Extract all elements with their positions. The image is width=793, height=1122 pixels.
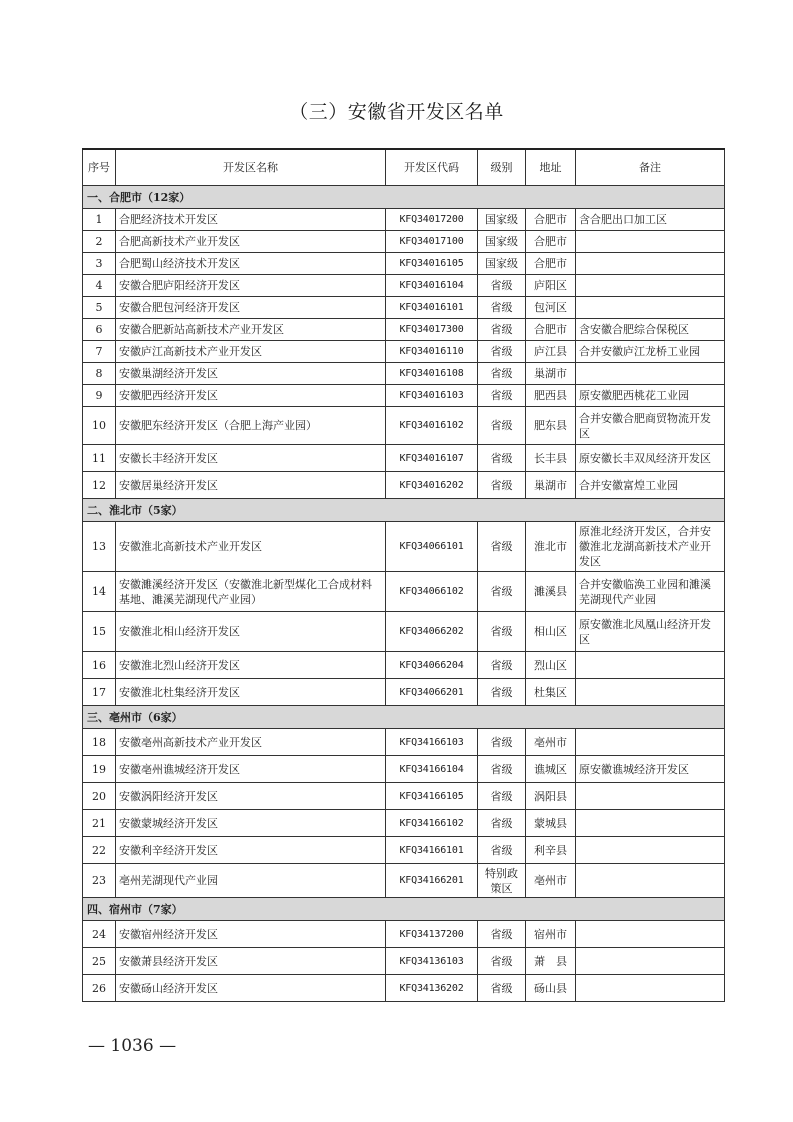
- row-number: 4: [83, 275, 116, 297]
- table-row: [83, 756, 725, 783]
- zone-level: 省级: [478, 783, 526, 810]
- zone-code: KFQ34066102: [386, 572, 478, 612]
- zone-address: 砀山县: [526, 975, 576, 1002]
- table-row: [83, 783, 725, 810]
- zone-address: 烈山区: [526, 652, 576, 679]
- row-number: 15: [83, 612, 116, 652]
- zone-level: 省级: [478, 363, 526, 385]
- row-number: 24: [83, 921, 116, 948]
- row-number: 11: [83, 445, 116, 472]
- table-row: [83, 921, 725, 948]
- row-number: 16: [83, 652, 116, 679]
- table-row: [83, 810, 725, 837]
- zone-level: 省级: [478, 407, 526, 445]
- row-number: 9: [83, 385, 116, 407]
- zone-name: 安徽利辛经济开发区: [116, 837, 386, 864]
- table-row: [83, 407, 725, 445]
- section-header-row: [83, 186, 725, 209]
- zone-name: 安徽亳州高新技术产业开发区: [116, 729, 386, 756]
- zone-address: 肥东县: [526, 407, 576, 445]
- zone-level: 省级: [478, 522, 526, 572]
- table-row: [83, 837, 725, 864]
- zone-code: KFQ34136202: [386, 975, 478, 1002]
- zone-name: 安徽宿州经济开发区: [116, 921, 386, 948]
- zone-note: [576, 652, 725, 679]
- zone-level: 国家级: [478, 209, 526, 231]
- row-number: 13: [83, 522, 116, 572]
- zone-address: 淮北市: [526, 522, 576, 572]
- table-body: [83, 186, 725, 1002]
- section-label: 三、亳州市（6家）: [83, 706, 725, 729]
- zone-code: KFQ34066101: [386, 522, 478, 572]
- zone-note: [576, 864, 725, 898]
- zone-note: [576, 231, 725, 253]
- zone-level: 省级: [478, 837, 526, 864]
- zone-level: 省级: [478, 572, 526, 612]
- zone-note: [576, 810, 725, 837]
- table-row: [83, 297, 725, 319]
- zone-level: 省级: [478, 275, 526, 297]
- zone-note: [576, 275, 725, 297]
- zone-address: 庐江县: [526, 341, 576, 363]
- row-number: 6: [83, 319, 116, 341]
- zone-code: KFQ34016108: [386, 363, 478, 385]
- table-row: [83, 209, 725, 231]
- zone-note: [576, 297, 725, 319]
- zone-name: 安徽萧县经济开发区: [116, 948, 386, 975]
- table-row: [83, 341, 725, 363]
- zone-name: 安徽居巢经济开发区: [116, 472, 386, 499]
- zone-name: 安徽长丰经济开发区: [116, 445, 386, 472]
- zone-code: KFQ34016103: [386, 385, 478, 407]
- zone-level: 省级: [478, 472, 526, 499]
- table-row: [83, 572, 725, 612]
- section-label: 四、宿州市（7家）: [83, 898, 725, 921]
- zone-level: 省级: [478, 385, 526, 407]
- zone-note: [576, 837, 725, 864]
- zone-name: 安徽合肥庐阳经济开发区: [116, 275, 386, 297]
- zone-address: 萧 县: [526, 948, 576, 975]
- table-row: [83, 729, 725, 756]
- row-number: 17: [83, 679, 116, 706]
- header-code: 开发区代码: [386, 149, 478, 186]
- zone-name: 安徽庐江高新技术产业开发区: [116, 341, 386, 363]
- zone-code: KFQ34166101: [386, 837, 478, 864]
- zone-code: KFQ34016110: [386, 341, 478, 363]
- zone-name: 安徽合肥新站高新技术产业开发区: [116, 319, 386, 341]
- zone-code: KFQ34016101: [386, 297, 478, 319]
- zone-code: KFQ34016105: [386, 253, 478, 275]
- table-row: [83, 319, 725, 341]
- zone-note: 合并安徽临涣工业园和濉溪芜湖现代产业园: [576, 572, 725, 612]
- zone-level: 国家级: [478, 231, 526, 253]
- zone-note: [576, 921, 725, 948]
- table-row: [83, 253, 725, 275]
- zone-note: [576, 975, 725, 1002]
- zone-name: 安徽合肥包河经济开发区: [116, 297, 386, 319]
- row-number: 23: [83, 864, 116, 898]
- zone-note: 合并安徽富煌工业园: [576, 472, 725, 499]
- table-row: [83, 445, 725, 472]
- zone-address: 肥西县: [526, 385, 576, 407]
- zone-address: 巢湖市: [526, 472, 576, 499]
- row-number: 2: [83, 231, 116, 253]
- header-note: 备注: [576, 149, 725, 186]
- table-row: [83, 231, 725, 253]
- zone-name: 合肥高新技术产业开发区: [116, 231, 386, 253]
- zone-address: 合肥市: [526, 231, 576, 253]
- zone-level: 省级: [478, 341, 526, 363]
- header-address: 地址: [526, 149, 576, 186]
- row-number: 10: [83, 407, 116, 445]
- page-number: — 1036 —: [88, 1036, 177, 1056]
- section-header-row: [83, 499, 725, 522]
- zone-code: KFQ34166201: [386, 864, 478, 898]
- zone-code: KFQ34016107: [386, 445, 478, 472]
- zone-level: 特别政策区: [478, 864, 526, 898]
- zone-name: 安徽巢湖经济开发区: [116, 363, 386, 385]
- zone-level: 国家级: [478, 253, 526, 275]
- zone-level: 省级: [478, 756, 526, 783]
- zone-code: KFQ34166105: [386, 783, 478, 810]
- zone-level: 省级: [478, 612, 526, 652]
- zone-note: [576, 679, 725, 706]
- zone-name: 安徽肥东经济开发区（合肥上海产业园）: [116, 407, 386, 445]
- zone-address: 濉溪县: [526, 572, 576, 612]
- row-number: 19: [83, 756, 116, 783]
- section-header-row: [83, 898, 725, 921]
- zone-level: 省级: [478, 729, 526, 756]
- row-number: 26: [83, 975, 116, 1002]
- zone-name: 安徽砀山经济开发区: [116, 975, 386, 1002]
- zone-name: 安徽亳州谯城经济开发区: [116, 756, 386, 783]
- zone-code: KFQ34066204: [386, 652, 478, 679]
- page-title: （三）安徽省开发区名单: [289, 101, 504, 123]
- zone-level: 省级: [478, 810, 526, 837]
- zone-code: KFQ34017300: [386, 319, 478, 341]
- table-row: [83, 975, 725, 1002]
- zone-code: KFQ34016202: [386, 472, 478, 499]
- zone-code: KFQ34016104: [386, 275, 478, 297]
- section-label: 一、合肥市（12家）: [83, 186, 725, 209]
- zone-code: KFQ34166104: [386, 756, 478, 783]
- zone-address: 包河区: [526, 297, 576, 319]
- zone-name: 合肥蜀山经济技术开发区: [116, 253, 386, 275]
- zone-note: [576, 729, 725, 756]
- zone-address: 长丰县: [526, 445, 576, 472]
- table-row: [83, 363, 725, 385]
- zone-address: 蒙城县: [526, 810, 576, 837]
- zone-note: 合并安徽合肥商贸物流开发区: [576, 407, 725, 445]
- row-number: 21: [83, 810, 116, 837]
- zone-name: 亳州芜湖现代产业园: [116, 864, 386, 898]
- zone-address: 相山区: [526, 612, 576, 652]
- zone-address: 合肥市: [526, 253, 576, 275]
- header-no: 序号: [83, 149, 116, 186]
- zone-note: 含安徽合肥综合保税区: [576, 319, 725, 341]
- zone-name: 安徽淮北烈山经济开发区: [116, 652, 386, 679]
- zone-level: 省级: [478, 319, 526, 341]
- zone-note: 原淮北经济开发区，合并安徽淮北龙湖高新技术产业开发区: [576, 522, 725, 572]
- table-row: [83, 612, 725, 652]
- table-row: [83, 864, 725, 898]
- zone-note: [576, 253, 725, 275]
- zone-name: 安徽肥西经济开发区: [116, 385, 386, 407]
- zone-address: 宿州市: [526, 921, 576, 948]
- zone-level: 省级: [478, 948, 526, 975]
- table-row: [83, 652, 725, 679]
- header-level: 级别: [478, 149, 526, 186]
- zone-code: KFQ34017200: [386, 209, 478, 231]
- row-number: 25: [83, 948, 116, 975]
- zone-address: 合肥市: [526, 209, 576, 231]
- zone-address: 庐阳区: [526, 275, 576, 297]
- table-header-row: [83, 149, 725, 186]
- row-number: 12: [83, 472, 116, 499]
- row-number: 14: [83, 572, 116, 612]
- zone-address: 合肥市: [526, 319, 576, 341]
- zone-code: KFQ34166103: [386, 729, 478, 756]
- row-number: 1: [83, 209, 116, 231]
- zone-note: 含合肥出口加工区: [576, 209, 725, 231]
- zone-code: KFQ34166102: [386, 810, 478, 837]
- row-number: 3: [83, 253, 116, 275]
- zone-address: 利辛县: [526, 837, 576, 864]
- zone-address: 杜集区: [526, 679, 576, 706]
- zone-note: 合并安徽庐江龙桥工业园: [576, 341, 725, 363]
- zone-name: 安徽淮北相山经济开发区: [116, 612, 386, 652]
- zone-name: 安徽濉溪经济开发区（安徽淮北新型煤化工合成材料基地、濉溪芜湖现代产业园）: [116, 572, 386, 612]
- zone-address: 亳州市: [526, 864, 576, 898]
- zone-name: 安徽淮北高新技术产业开发区: [116, 522, 386, 572]
- row-number: 8: [83, 363, 116, 385]
- zone-code: KFQ34017100: [386, 231, 478, 253]
- row-number: 18: [83, 729, 116, 756]
- zone-note: 原安徽淮北凤凰山经济开发区: [576, 612, 725, 652]
- zone-code: KFQ34016102: [386, 407, 478, 445]
- zone-address: 涡阳县: [526, 783, 576, 810]
- row-number: 7: [83, 341, 116, 363]
- zone-name: 安徽淮北杜集经济开发区: [116, 679, 386, 706]
- zone-name: 合肥经济技术开发区: [116, 209, 386, 231]
- zone-code: KFQ34136103: [386, 948, 478, 975]
- zone-level: 省级: [478, 679, 526, 706]
- zone-code: KFQ34137200: [386, 921, 478, 948]
- row-number: 20: [83, 783, 116, 810]
- zone-address: 谯城区: [526, 756, 576, 783]
- table-row: [83, 679, 725, 706]
- zone-level: 省级: [478, 921, 526, 948]
- zone-name: 安徽涡阳经济开发区: [116, 783, 386, 810]
- table-row: [83, 385, 725, 407]
- zone-code: KFQ34066202: [386, 612, 478, 652]
- zone-code: KFQ34066201: [386, 679, 478, 706]
- row-number: 22: [83, 837, 116, 864]
- section-label: 二、淮北市（5家）: [83, 499, 725, 522]
- zone-level: 省级: [478, 975, 526, 1002]
- zone-note: [576, 948, 725, 975]
- zone-address: 亳州市: [526, 729, 576, 756]
- header-name: 开发区名称: [116, 149, 386, 186]
- zone-level: 省级: [478, 652, 526, 679]
- table-row: [83, 472, 725, 499]
- zone-note: 原安徽肥西桃花工业园: [576, 385, 725, 407]
- zone-note: [576, 363, 725, 385]
- zone-note: [576, 783, 725, 810]
- zone-address: 巢湖市: [526, 363, 576, 385]
- row-number: 5: [83, 297, 116, 319]
- section-header-row: [83, 706, 725, 729]
- zone-note: 原安徽谯城经济开发区: [576, 756, 725, 783]
- table-row: [83, 275, 725, 297]
- zone-level: 省级: [478, 445, 526, 472]
- zone-level: 省级: [478, 297, 526, 319]
- zone-name: 安徽蒙城经济开发区: [116, 810, 386, 837]
- table-row: [83, 522, 725, 572]
- table-row: [83, 948, 725, 975]
- zone-note: 原安徽长丰双凤经济开发区: [576, 445, 725, 472]
- development-zone-table: [82, 148, 725, 1002]
